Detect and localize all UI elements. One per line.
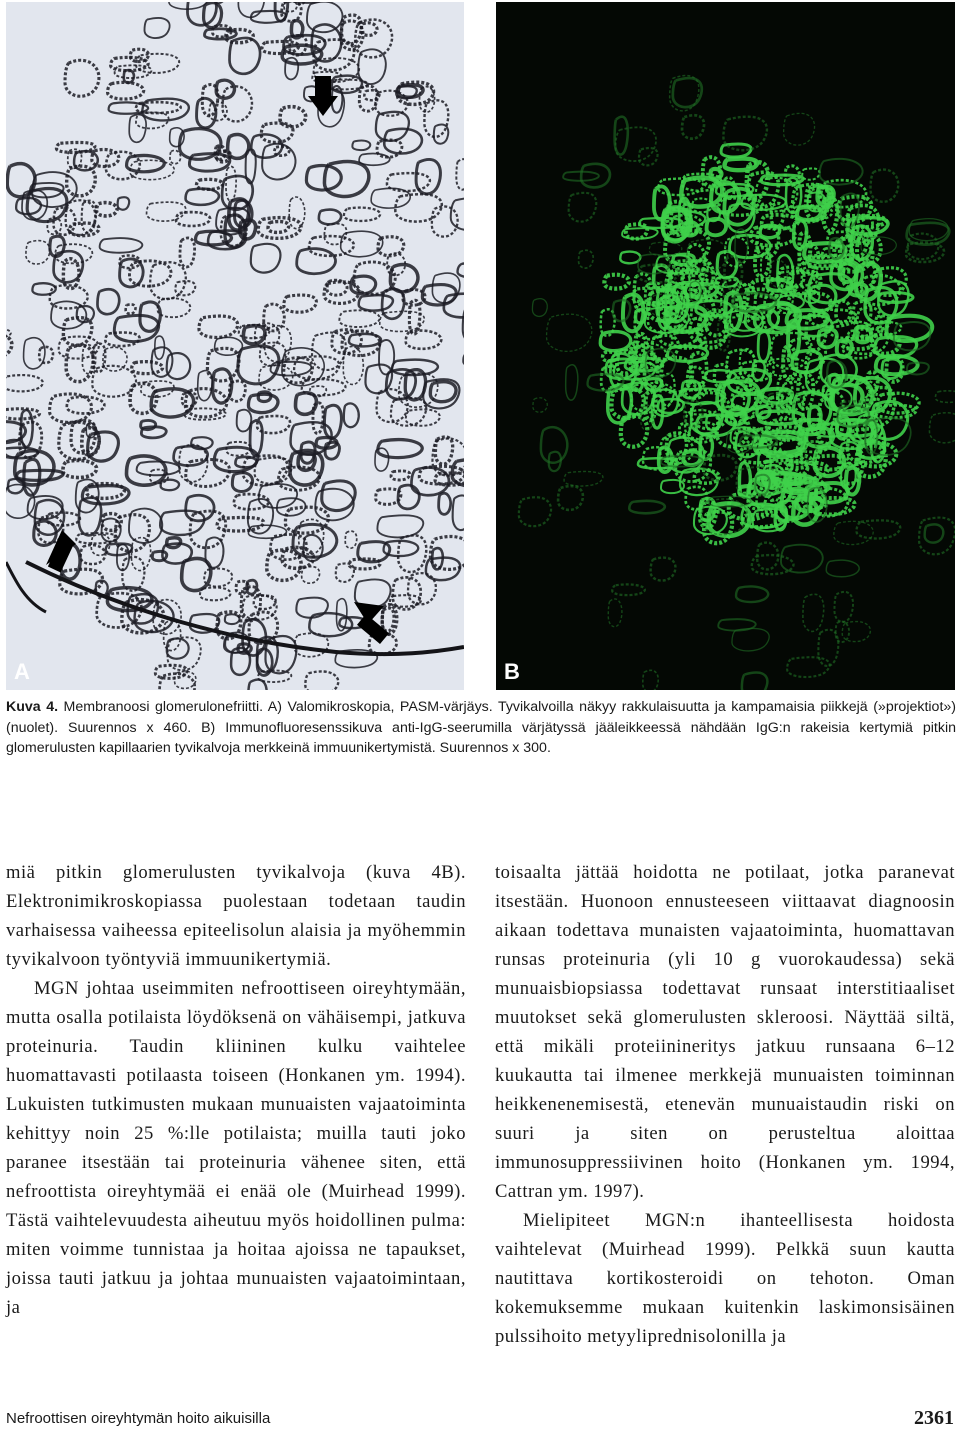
panel-label-b: B (504, 659, 520, 684)
paragraph: MGN johtaa useimmiten nefroottiseen oireyhtymään, mutta osalla potilaista löydöksenä on vähäisempi, jatkuva proteinuria. Taudin kliininen kulku vaihtelee huomattavasti potilaasta toiseen (Honkanen ym. 1994). Lukuisten tutkimusten mukaan munuaisten vajaatoiminta kehittyy noin 25 %:lle potilaista; muilla tauti joko paranee itsestään tai proteinuria vähenee siten, että nefroottista oireyhtymää ei enää ole (Muirhead 1999). Tästä vaihtelevuudesta aiheutuu myös hoidollinen pulma: miten voimme tunnistaa ja hoitaa ajoissa ne tapaukset, joissa tauti jatkuu ja johtaa munuaisten vajaatoimintaan, ja (6, 978, 466, 1318)
figure-panel-a (6, 2, 464, 690)
caption-label: Kuva 4. (6, 699, 59, 715)
running-title: Nefroottisen oireyhtymän hoito aikuisilla (6, 1410, 271, 1427)
paragraph: Mielipiteet MGN:n ihanteellisesta hoidosta vaihtelevat (Muirhead 1999). Pelkkä suun kautta nautittava kortikosteroidi on tehoton. Oman kokemuksemme mukaan kuitenkin laskimonsisäinen pulssihoito metyyliprednisolonilla ja (495, 1210, 955, 1347)
paragraph: miä pitkin glomerulusten tyvikalvoja (kuva 4B). Elektronimikroskopiassa puolestaan todetaan taudin varhaisessa vaiheessa epiteelisolun alaisia ja myöhemmin tyvikalvoon työntyviä immuunikertymiä. (6, 862, 466, 970)
caption-text: Membranoosi glomerulonefriitti. A) Valomikroskopia, PASM-värjäys. Tyvikalvoilla näkyy rakkulaisuutta ja kampamaisia piikkejä (»projektiot») (nuolet). Suurennos x 460. B) Immunofluoresenssikuva anti-IgG-seerumilla värjätyssä jääleikkeessä nähdään IgG:n rakeisia kertymiä pitkin glomerulusten kapillaarien tyvikalvoja merkkeinä immuunikertymistä. Suurennos x 300. (6, 699, 957, 756)
body-column-left (6, 858, 466, 1322)
light-micrograph-image (6, 2, 464, 690)
paragraph: toisaalta jättää hoidotta ne potilaat, jotka paranevat itsestään. Huonoon ennusteeseen viittaavat diagnoosin aikaan todettava munaisten vajaatoiminta, huomattavan runsas proteinuria (yli 10 g vuorokaudessa) sekä munuaisbiopsiassa todettavat runsaat interstitiaaliset muutokset sekä glomerulusten skleroosi. Näyttää siltä, että mikäli proteiininеritys jatkuu runsaana 6–12 kuukautta tai ilmenee merkkejä munuaisten toiminnan heikkenenemisestä, etenevän munuaistaudin riski on suuri ja siten on perusteltua aloittaa immunosuppressiivinen hoito (Honkanen ym. 1994, Cattran ym. 1997). (495, 862, 955, 1202)
figure-caption (6, 697, 956, 759)
panel-label-a: A (14, 659, 30, 684)
figure-panel-b (496, 2, 955, 690)
page-number: 2361 (914, 1407, 954, 1429)
immunofluorescence-image (496, 2, 955, 690)
body-column-right (495, 858, 955, 1351)
